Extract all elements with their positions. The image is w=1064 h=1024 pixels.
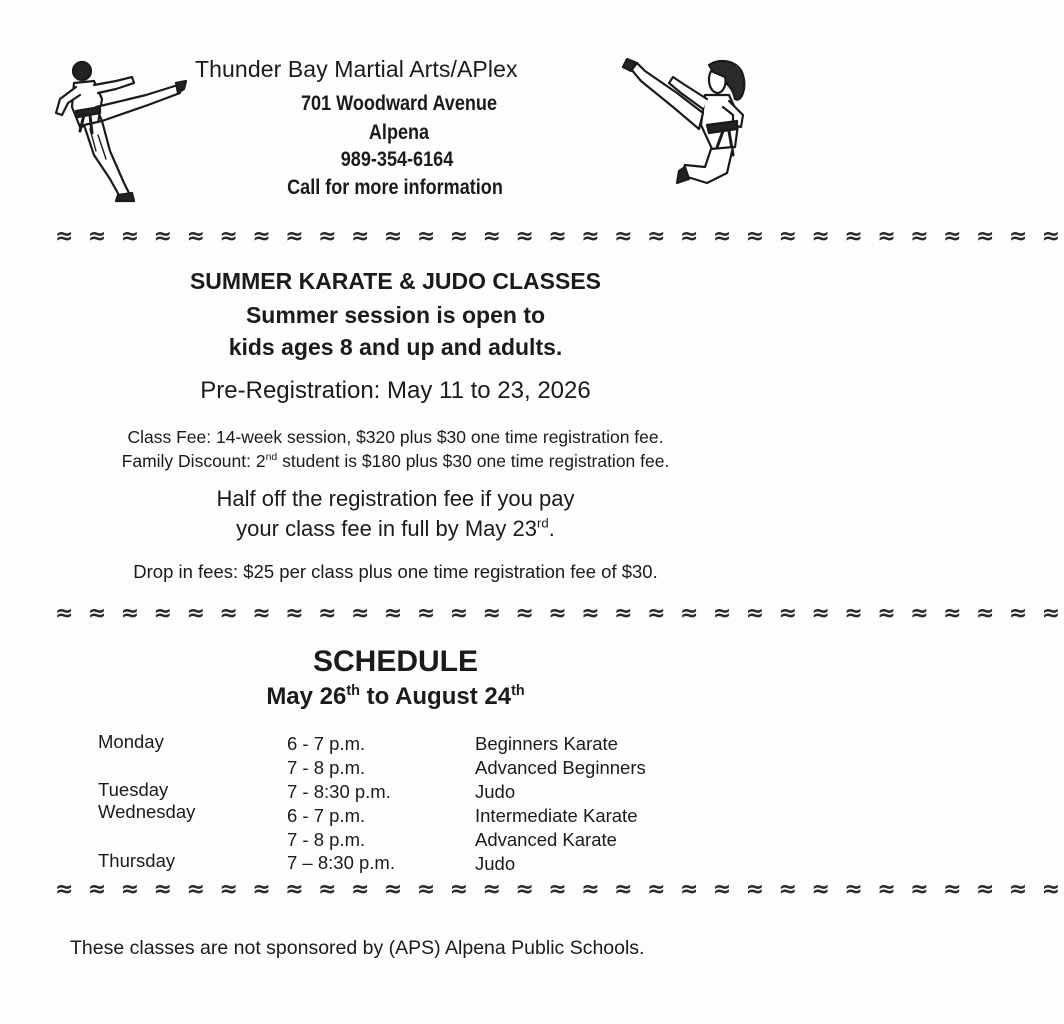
gym-city: Alpena bbox=[368, 121, 430, 144]
schedule-class: Beginners Karate bbox=[475, 733, 618, 754]
schedule-heading: SCHEDULE bbox=[312, 645, 478, 678]
half-off-line-2: your class fee in full by May 23rd. bbox=[236, 515, 555, 541]
schedule-day: Thursday bbox=[98, 850, 176, 871]
schedule-class: Advanced Beginners bbox=[475, 757, 646, 778]
schedule-class: Judo bbox=[475, 853, 516, 874]
schedule-time: 7 - 8 p.m. bbox=[287, 757, 366, 778]
class-fee: Class Fee: 14-week session, $320 plus $30 one time registration fee. bbox=[127, 427, 664, 447]
gym-name: Thunder Bay Martial Arts/APlex bbox=[195, 56, 518, 82]
schedule-time: 6 - 7 p.m. bbox=[287, 733, 366, 754]
classes-heading: SUMMER KARATE & JUDO CLASSES bbox=[189, 268, 602, 294]
gym-phone: 989-354-6164 bbox=[340, 148, 454, 171]
schedule-time: 7 - 8 p.m. bbox=[287, 829, 366, 850]
schedule-dates: May 26th to August 24th bbox=[266, 683, 525, 710]
schedule-time: 6 - 7 p.m. bbox=[287, 805, 366, 826]
wave-divider: ≈ ≈ ≈ ≈ ≈ ≈ ≈ ≈ ≈ ≈ ≈ ≈ ≈ ≈ ≈ ≈ ≈ ≈ ≈ ≈ ≈ ≈ ≈ ≈ ≈ ≈ ≈ ≈ ≈ ≈ ≈ bbox=[55, 224, 1064, 249]
schedule-time: 7 – 8:30 p.m. bbox=[287, 852, 395, 873]
karate-girl-kick-figure-icon bbox=[615, 55, 755, 195]
half-off-line-1: Half off the registration fee if you pay bbox=[216, 486, 575, 511]
schedule-day: Monday bbox=[98, 731, 164, 752]
session-open-line: Summer session is open to bbox=[245, 302, 546, 328]
wave-divider: ≈ ≈ ≈ ≈ ≈ ≈ ≈ ≈ ≈ ≈ ≈ ≈ ≈ ≈ ≈ ≈ ≈ ≈ ≈ ≈ ≈ ≈ ≈ ≈ ≈ ≈ ≈ ≈ ≈ ≈ ≈ bbox=[55, 601, 1064, 626]
schedule-class: Advanced Karate bbox=[475, 829, 617, 850]
family-discount: Family Discount: 2nd student is $180 plus $30 one time registration fee. bbox=[121, 451, 670, 471]
karate-kicker-figure-icon bbox=[50, 55, 190, 205]
schedule-class: Judo bbox=[475, 781, 516, 802]
call-info: Call for more information bbox=[287, 176, 503, 199]
drop-in-fees: Drop in fees: $25 per class plus one time registration fee of $30. bbox=[133, 561, 658, 582]
wave-divider: ≈ ≈ ≈ ≈ ≈ ≈ ≈ ≈ ≈ ≈ ≈ ≈ ≈ ≈ ≈ ≈ ≈ ≈ ≈ ≈ ≈ ≈ ≈ ≈ ≈ ≈ ≈ ≈ ≈ ≈ ≈ bbox=[55, 877, 1064, 902]
schedule-day: Tuesday bbox=[98, 779, 169, 800]
ages-line: kids ages 8 and up and adults. bbox=[228, 334, 563, 360]
schedule-time: 7 - 8:30 p.m. bbox=[287, 781, 391, 802]
schedule-day: Wednesday bbox=[98, 801, 196, 822]
schedule-class: Intermediate Karate bbox=[475, 805, 638, 826]
gym-address: 701 Woodward Avenue bbox=[300, 92, 498, 115]
sponsorship-disclaimer: These classes are not sponsored by (APS) Alpena Public Schools. bbox=[70, 937, 645, 959]
pre-registration: Pre-Registration: May 11 to 23, 2026 bbox=[200, 377, 591, 404]
